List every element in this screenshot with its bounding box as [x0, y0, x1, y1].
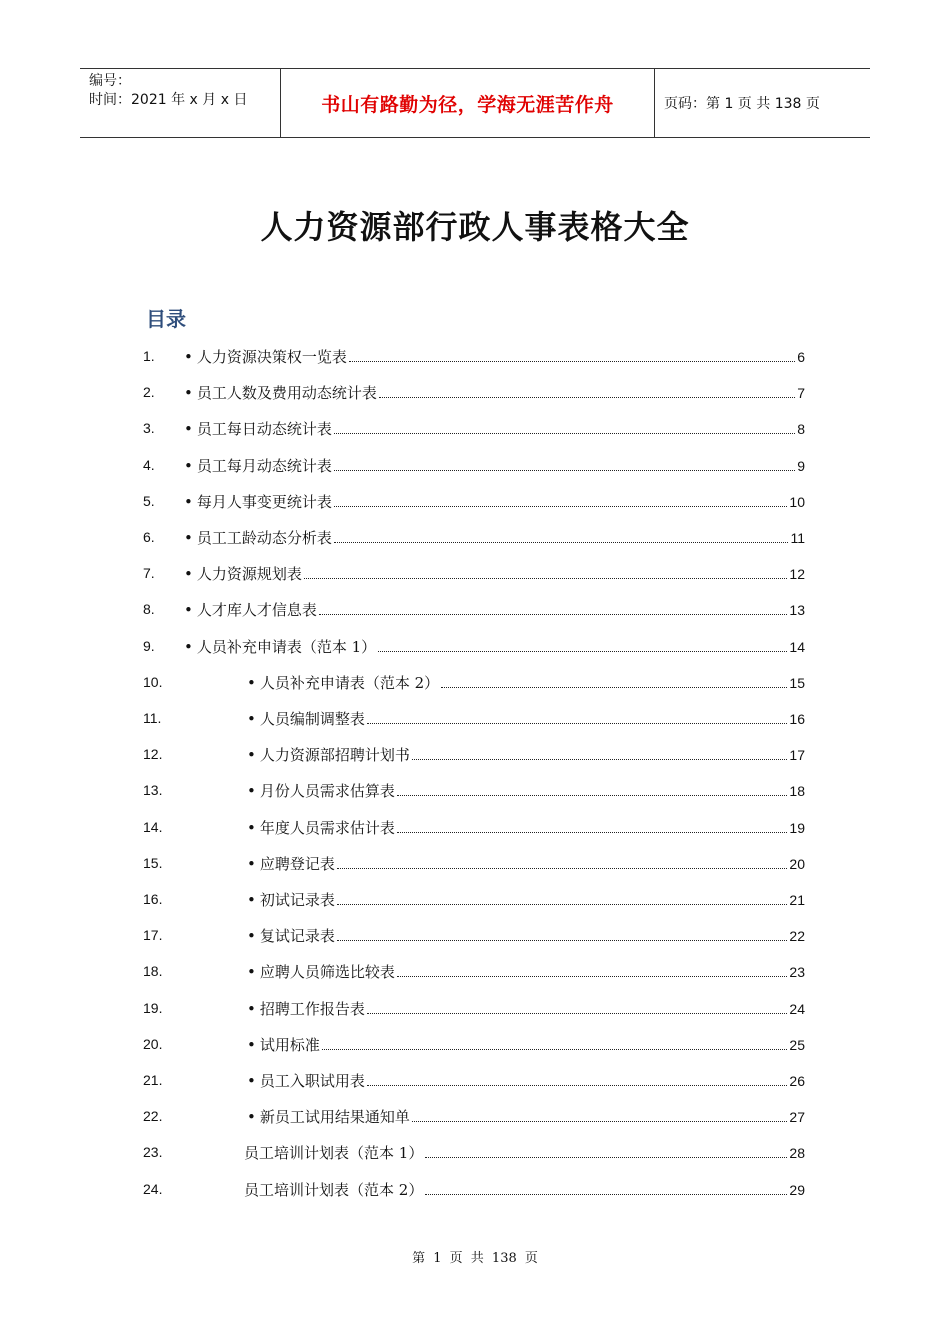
bullet-icon: •	[184, 420, 193, 439]
bullet-icon: •	[247, 927, 256, 946]
toc-title: 复试记录表	[259, 927, 335, 946]
toc-page-number: 13	[789, 602, 805, 619]
toc-title: 初试记录表	[259, 891, 335, 909]
toc-page-number: 18	[789, 783, 805, 800]
toc-entry[interactable]	[0, 559, 950, 587]
bullet-icon: •	[247, 746, 256, 765]
dot-leader	[334, 541, 789, 543]
toc-page-number: 27	[789, 1109, 805, 1126]
toc-entry[interactable]	[0, 595, 950, 623]
dot-leader	[425, 1193, 787, 1195]
toc-entry[interactable]	[0, 1030, 950, 1058]
toc-number: 15.	[143, 854, 163, 871]
bullet-icon: •	[247, 1035, 256, 1054]
bullet-icon: •	[247, 782, 256, 801]
dot-leader	[397, 975, 788, 977]
toc-entry-line	[247, 744, 805, 765]
toc-page-number: 8	[797, 421, 805, 438]
toc-entry-line	[247, 961, 805, 982]
toc-entry-line	[184, 382, 805, 403]
toc-entry-line	[244, 1179, 805, 1200]
toc-number: 10.	[143, 673, 163, 690]
toc-page-number: 12	[789, 566, 805, 583]
toc-title: 员工每月动态统计表	[196, 456, 332, 475]
toc-page-number: 26	[789, 1073, 805, 1089]
toc-entry[interactable]	[0, 414, 950, 442]
toc-number: 1.	[143, 348, 155, 364]
toc-number: 22.	[143, 1108, 163, 1125]
toc-entry-line	[244, 1142, 805, 1163]
toc-entry[interactable]	[0, 921, 950, 949]
toc-entry-line	[247, 1106, 805, 1127]
toc-title: 人力资源规划表	[196, 565, 302, 584]
toc-number: 16.	[143, 891, 163, 907]
toc-title: 员工每日动态统计表	[196, 420, 332, 439]
toc-number: 6.	[143, 529, 155, 545]
toc-number: 23.	[143, 1144, 163, 1161]
toc-entry[interactable]	[0, 1102, 950, 1130]
bullet-icon: •	[184, 348, 193, 366]
toc-entry[interactable]	[0, 776, 950, 804]
toc-entry-line	[247, 817, 805, 838]
toc-title: 人员补充申请表（范本 1）	[196, 637, 377, 656]
toc-number: 7.	[143, 565, 155, 582]
toc-title: 员工培训计划表（范本 1）	[244, 1144, 424, 1163]
toc-entry[interactable]	[0, 378, 950, 406]
dot-leader	[379, 396, 795, 398]
dot-leader	[441, 686, 787, 688]
bullet-icon: •	[184, 529, 193, 547]
toc-number: 3.	[143, 420, 155, 437]
toc-entry[interactable]	[0, 994, 950, 1022]
toc-entry-line	[184, 563, 805, 584]
dot-leader	[337, 939, 788, 941]
toc-title: 员工人数及费用动态统计表	[196, 384, 377, 403]
dot-leader	[367, 1084, 788, 1086]
toc-entry-line	[184, 418, 805, 439]
toc-entry[interactable]	[0, 885, 950, 913]
toc-entry[interactable]	[0, 1066, 950, 1094]
toc-entry[interactable]	[0, 1138, 950, 1166]
toc-number: 24.	[143, 1180, 163, 1197]
toc-entry-line	[184, 599, 805, 620]
toc-page-number: 11	[790, 530, 805, 546]
toc-entry-line	[247, 672, 805, 693]
toc-number: 17.	[143, 927, 163, 944]
toc-entry-line	[247, 1070, 805, 1091]
dot-leader	[425, 1156, 787, 1158]
toc-page-number: 10	[789, 493, 805, 510]
toc-entry-line	[247, 998, 805, 1019]
toc-number: 8.	[143, 601, 155, 618]
toc-page-number: 14	[789, 638, 805, 655]
bullet-icon: •	[247, 1072, 256, 1090]
bullet-icon: •	[247, 891, 256, 909]
toc-title: 人员补充申请表（范本 2）	[259, 673, 440, 692]
toc-number: 5.	[143, 492, 155, 509]
bullet-icon: •	[184, 456, 193, 475]
toc-title: 月份人员需求估算表	[259, 782, 395, 801]
toc-title: 员工入职试用表	[259, 1072, 365, 1090]
toc-page-number: 23	[789, 964, 805, 981]
toc-heading: 目录	[146, 307, 186, 331]
toc-number: 13.	[143, 782, 163, 799]
toc-entry[interactable]	[0, 668, 950, 696]
bullet-icon: •	[184, 384, 193, 403]
toc-page-number: 25	[789, 1036, 805, 1053]
bullet-icon: •	[247, 673, 256, 692]
toc-title: 人力资源部招聘计划书	[259, 746, 410, 765]
toc-entry[interactable]	[0, 342, 950, 370]
toc-entry-line	[247, 853, 805, 874]
toc-number: 14.	[143, 818, 163, 835]
toc-entry[interactable]	[0, 523, 950, 551]
toc-page-number: 9	[797, 457, 805, 474]
page-info: 页码：第 1 页 共 138 页	[664, 96, 820, 112]
dot-leader	[412, 758, 788, 760]
toc-title: 应聘登记表	[259, 854, 335, 873]
toc-page-number: 22	[789, 928, 805, 945]
number-label: 编号：	[89, 73, 131, 89]
toc-title: 试用标准	[259, 1035, 320, 1054]
dot-leader	[367, 1012, 788, 1014]
bullet-icon: •	[247, 710, 256, 728]
toc-page-number: 24	[789, 1000, 805, 1017]
dot-leader	[304, 577, 788, 579]
toc-entry-line	[184, 455, 805, 476]
toc-entry[interactable]	[0, 1175, 950, 1203]
toc-entry[interactable]	[0, 632, 950, 660]
toc-entry[interactable]	[0, 849, 950, 877]
toc-entry-line	[247, 1034, 805, 1055]
toc-number: 2.	[143, 384, 155, 401]
dot-leader	[334, 469, 795, 471]
toc-page-number: 16	[789, 711, 805, 727]
dot-leader	[378, 650, 787, 652]
bullet-icon: •	[184, 637, 193, 656]
toc-title: 年度人员需求估计表	[259, 818, 395, 837]
dot-leader	[334, 432, 795, 434]
toc-number: 9.	[143, 637, 155, 654]
toc-page-number: 15	[789, 674, 805, 691]
dot-leader	[337, 903, 788, 905]
toc-title: 人才库人才信息表	[196, 601, 317, 620]
toc-number: 12.	[143, 746, 163, 763]
toc-entry[interactable]	[0, 487, 950, 515]
dot-leader	[319, 613, 788, 615]
toc-number: 4.	[143, 456, 155, 473]
toc-number: 19.	[143, 999, 163, 1016]
page-header	[80, 68, 870, 138]
bullet-icon: •	[247, 854, 256, 873]
motto: 书山有路勤为径，学海无涯苦作舟	[281, 69, 655, 137]
toc-entry-line	[247, 925, 805, 946]
header-meta	[80, 69, 281, 137]
toc-page-number: 28	[789, 1145, 805, 1162]
bullet-icon: •	[247, 999, 256, 1018]
toc-title: 员工工龄动态分析表	[196, 529, 332, 547]
dot-leader	[367, 722, 788, 724]
toc-entry-line	[247, 780, 805, 801]
toc-entry-line	[184, 527, 805, 548]
toc-entry[interactable]	[0, 451, 950, 479]
dot-leader	[397, 831, 788, 833]
dot-leader	[349, 360, 795, 362]
toc-number: 21.	[143, 1072, 163, 1088]
dot-leader	[322, 1048, 788, 1050]
page-footer: 第 1 页 共 138 页	[412, 1251, 538, 1266]
toc-title: 招聘工作报告表	[259, 999, 365, 1018]
toc-entry[interactable]	[0, 704, 950, 732]
toc-page-number: 29	[789, 1181, 805, 1198]
toc-page-number: 7	[797, 385, 805, 402]
toc-number: 11.	[143, 710, 162, 726]
bullet-icon: •	[184, 601, 193, 620]
bullet-icon: •	[247, 1108, 256, 1127]
toc-page-number: 19	[789, 819, 805, 836]
toc-entry[interactable]	[0, 813, 950, 841]
toc-page-number: 6	[797, 349, 805, 365]
toc-page-number: 21	[789, 892, 805, 908]
toc-number: 20.	[143, 1035, 163, 1052]
toc-entry-line	[184, 636, 805, 657]
dot-leader	[397, 794, 788, 796]
toc-title: 员工培训计划表（范本 2）	[244, 1180, 424, 1199]
dot-leader	[412, 1120, 788, 1122]
bullet-icon: •	[184, 565, 193, 584]
toc-entry-line	[247, 708, 805, 729]
toc-entry-line	[184, 346, 805, 367]
toc-page-number: 20	[789, 855, 805, 872]
toc-title: 人力资源决策权一览表	[196, 348, 347, 366]
toc-entry-line	[247, 889, 805, 910]
time-label: 时间：2021 年 x 月 x 日	[89, 92, 248, 108]
toc-title: 新员工试用结果通知单	[259, 1108, 410, 1127]
toc-page-number: 17	[789, 747, 805, 764]
toc-entry[interactable]	[0, 957, 950, 985]
toc-title: 每月人事变更统计表	[196, 492, 332, 511]
dot-leader	[337, 867, 788, 869]
dot-leader	[334, 505, 788, 507]
bullet-icon: •	[184, 492, 193, 511]
document-title: 人力资源部行政人事表格大全	[260, 208, 690, 246]
toc-entry[interactable]	[0, 740, 950, 768]
bullet-icon: •	[247, 818, 256, 837]
toc-number: 18.	[143, 963, 163, 980]
toc-title: 应聘人员筛选比较表	[259, 963, 395, 982]
bullet-icon: •	[247, 963, 256, 982]
toc-title: 人员编制调整表	[259, 710, 365, 728]
toc-entry-line	[184, 491, 805, 512]
